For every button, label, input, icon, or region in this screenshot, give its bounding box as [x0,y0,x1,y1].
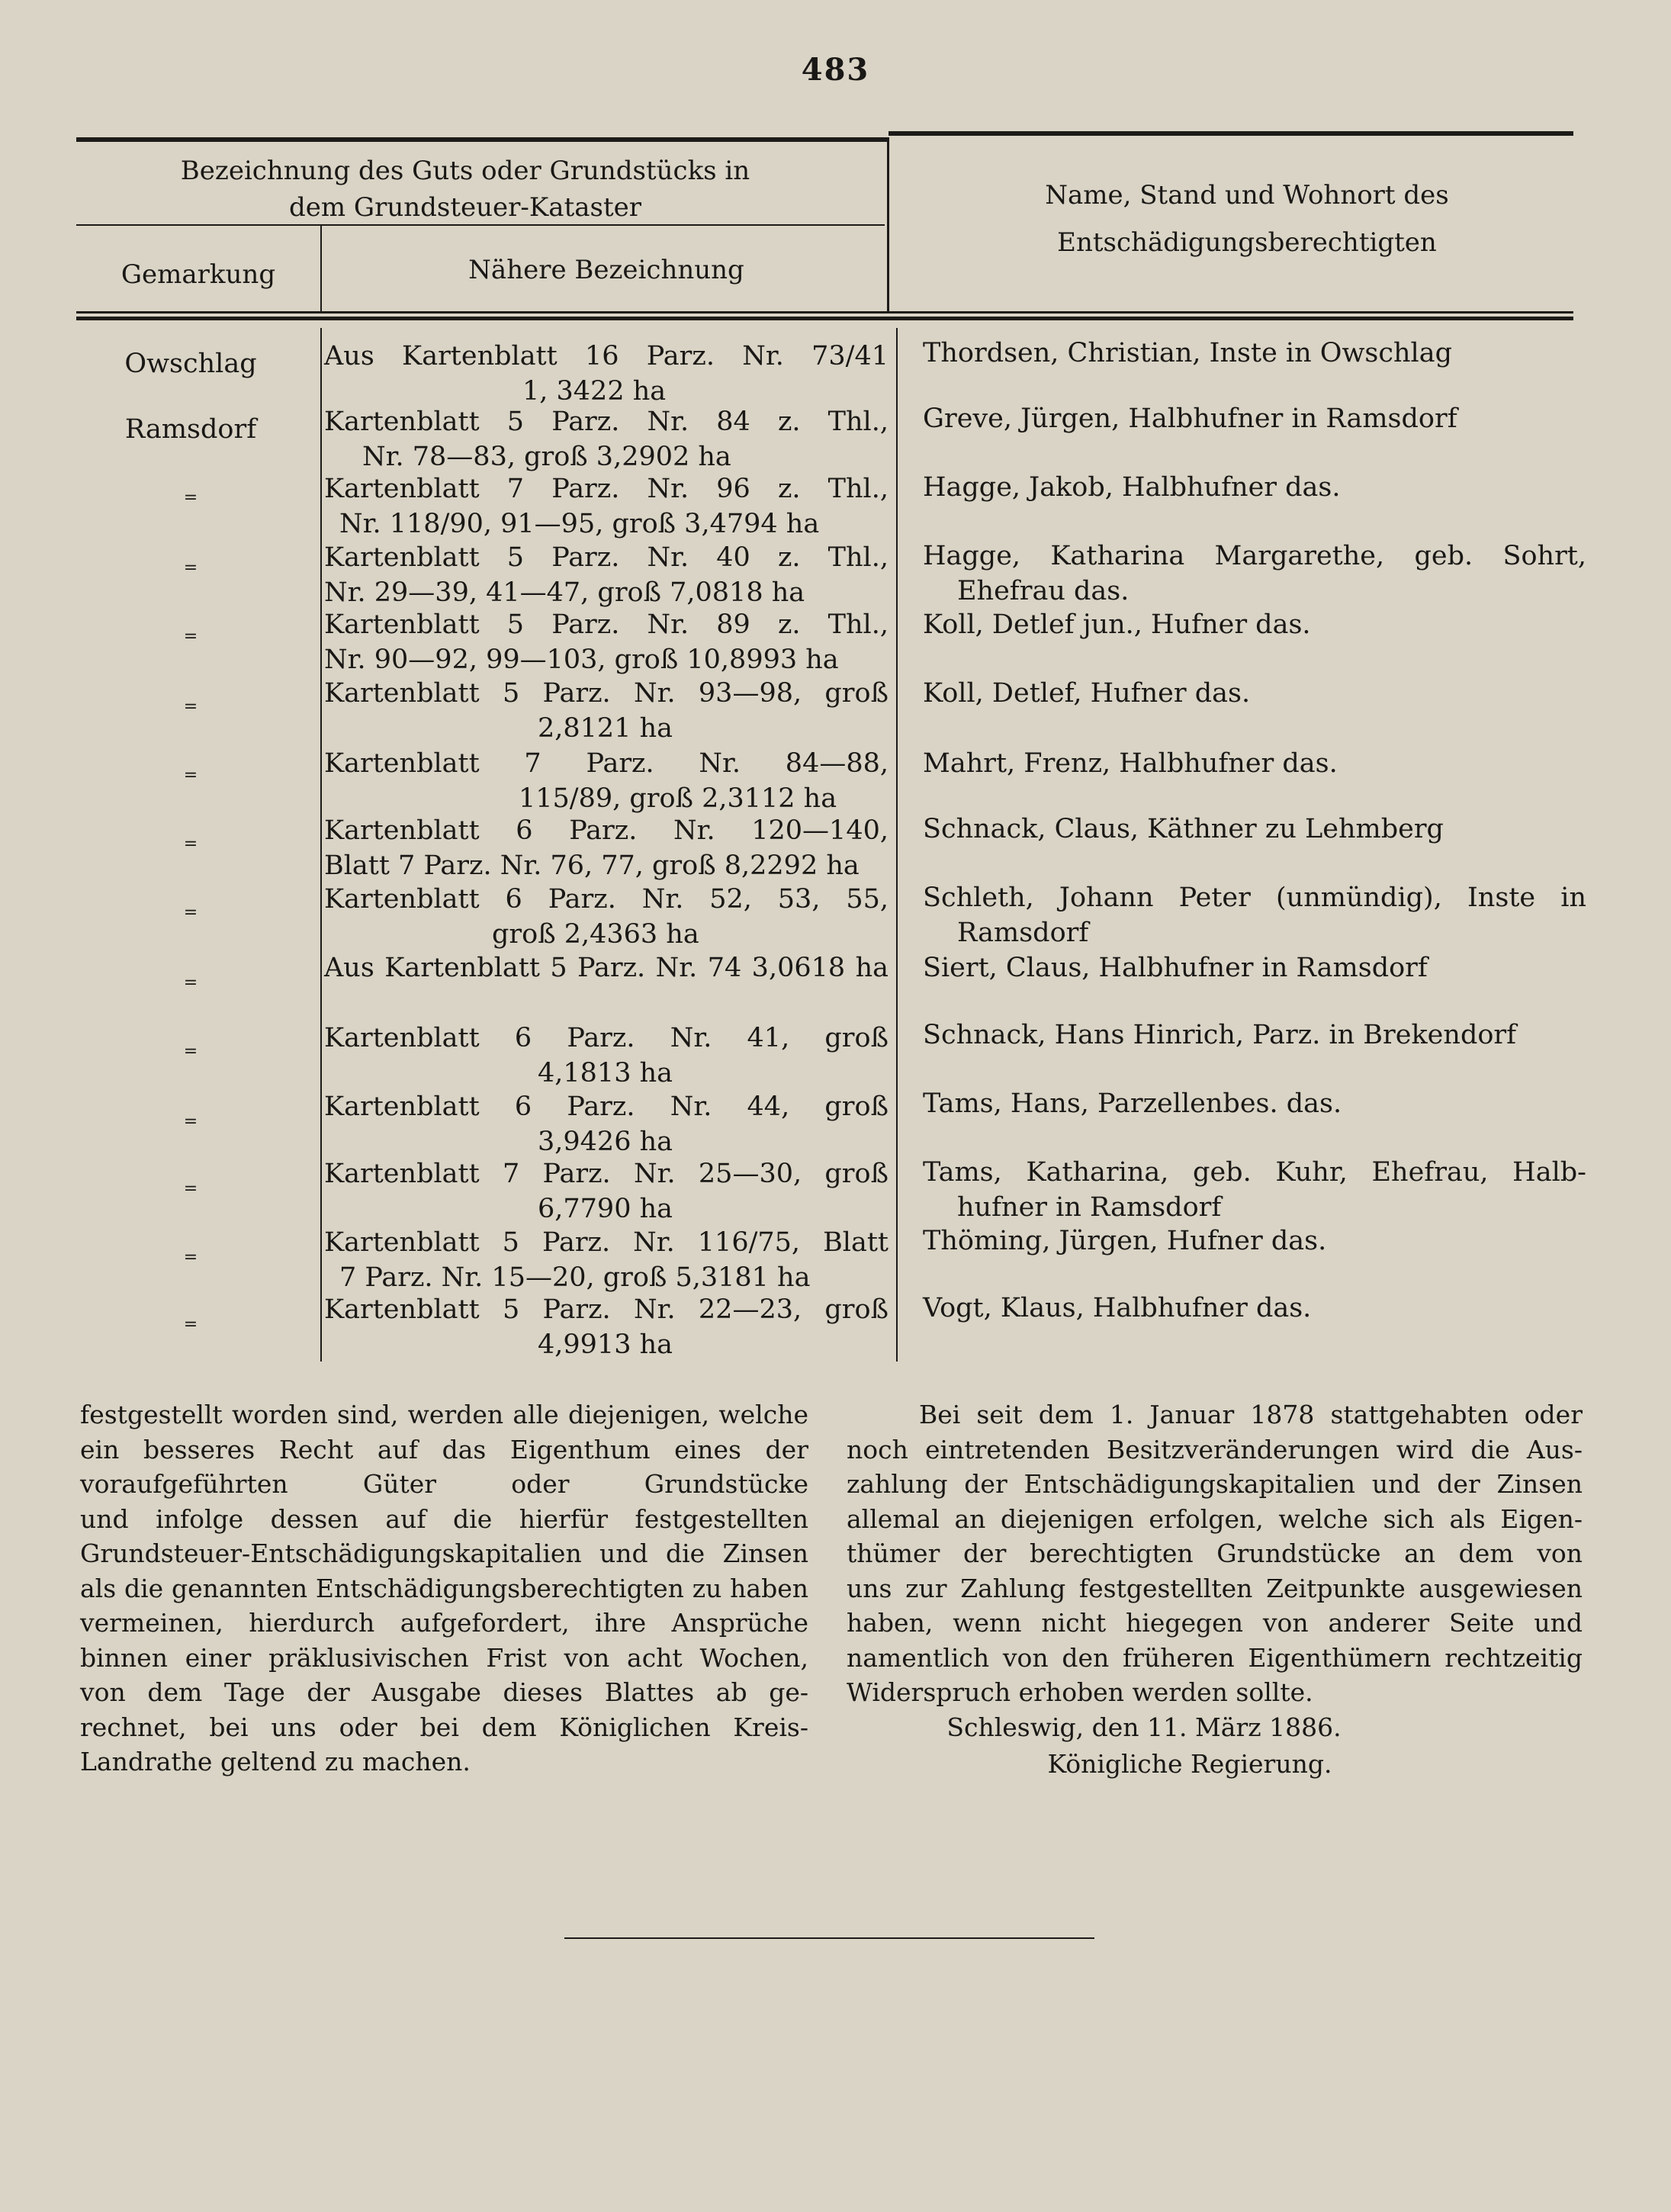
header-col-name [915,177,1579,261]
row-gemarkung: Ramsdorf [124,414,257,445]
page-number: 483 [801,52,870,88]
text-line: haben, wenn nicht hiegegen von anderer Seite und [847,1608,1583,1638]
text-line: rechnet, bei uns oder bei dem Königlichen Kreis- [80,1712,808,1742]
row-owner [923,1086,1586,1121]
owner-line1: Thöming, Jürgen, Hufner das. [923,1226,1327,1256]
text-line: voraufgeführten Güter oder Grundstücke [80,1469,808,1499]
owner-line1: Mahrt, Frenz, Halbhufner das. [923,748,1338,779]
text-line: festgestellt worden sind, werden alle diejenigen, welche [80,1400,808,1429]
desc-line1: Kartenblatt 7 Parz. Nr. 25—30, groß [324,1159,889,1189]
owner-line1: Schleth, Johann Peter (unmündig), Inste in [923,883,1586,913]
desc-line2: 3,9426 ha [538,1127,673,1157]
header-group-underline [76,224,885,226]
row-gemarkung: = [183,627,198,646]
row-description [324,882,889,952]
desc-line2: 115/89, groß 2,3112 ha [519,783,837,814]
text-line: noch eintretenden Besitzveränderungen wird die Aus- [847,1434,1583,1464]
signature-authority: Königliche Regierung. [1047,1749,1332,1779]
row-description [324,676,889,746]
owner-line1: Tams, Katharina, geb. Kuhr, Ehefrau, Halb- [923,1157,1586,1188]
table-top-rule-right [889,131,1573,136]
row-gemarkung: = [183,558,198,577]
desc-line1: Kartenblatt 7 Parz. Nr. 96 z. Thl., [324,474,889,504]
owner-line2: Ehefrau das. [957,576,1130,606]
desc-line1: Kartenblatt 5 Parz. Nr. 84 z. Thl., [324,407,889,437]
header-col-naehere: Nähere Bezeichnung [468,255,744,285]
signature-place-date: Schleswig, den 11. März 1886. [946,1712,1342,1742]
desc-line2: 4,1813 ha [538,1058,673,1088]
desc-line1: Kartenblatt 6 Parz. Nr. 41, groß [324,1023,889,1053]
row-description [324,950,889,985]
desc-line1: Kartenblatt 5 Parz. Nr. 93—98, groß [324,678,889,709]
desc-line1: Kartenblatt 5 Parz. Nr. 116/75, Blatt [324,1227,889,1258]
desc-line2: groß 2,4363 ha [492,919,699,950]
row-description [324,404,889,474]
header-group-line2: dem Grundsteuer-Kataster [289,192,641,223]
row-owner [923,336,1586,371]
owner-line1: Tams, Hans, Parzellenbes. das. [923,1088,1342,1119]
text-line: uns zur Zahlung festgestellten Zeitpunkte ausgewiesen [847,1573,1583,1603]
row-gemarkung: = [183,973,198,992]
row-gemarkung: = [183,1179,198,1198]
row-gemarkung: = [183,1112,198,1131]
header-bottom-rule [76,311,1573,313]
text-line: Grundsteuer-Entschädigungskapitalien und die Zinsen [80,1538,808,1568]
desc-line1: Kartenblatt 7 Parz. Nr. 84—88, [324,748,889,779]
desc-line2: Nr. 78—83, groß 3,2902 ha [362,442,731,472]
row-description [324,607,889,677]
desc-line1: Kartenblatt 6 Parz. Nr. 52, 53, 55, [324,884,889,915]
row-owner [923,401,1586,436]
closing-rule [564,1937,1094,1939]
row-owner [923,950,1586,985]
desc-line2: Nr. 118/90, 91—95, groß 3,4794 ha [339,509,820,539]
owner-line1: Thordsen, Christian, Inste in Owschlag [923,338,1453,368]
col-rule-2-header [887,137,889,311]
row-owner [923,1018,1586,1053]
row-description [324,746,889,816]
row-gemarkung: Owschlag [124,349,257,379]
owner-line1: Hagge, Katharina Margarethe, geb. Sohrt, [923,541,1586,571]
owner-line1: Siert, Claus, Halbhufner in Ramsdorf [923,953,1428,983]
desc-line2: 6,7790 ha [538,1194,673,1224]
row-description [324,339,889,409]
desc-line2: Nr. 90—92, 99—103, groß 10,8993 ha [324,645,839,675]
row-owner [923,1291,1586,1326]
text-line: ein besseres Recht auf das Eigenthum eines der [80,1434,808,1464]
row-owner [923,607,1586,642]
col-rule-1-header [320,226,322,313]
row-gemarkung: = [183,834,198,854]
owner-line1: Koll, Detlef jun., Hufner das. [923,609,1311,640]
desc-line2: 1, 3422 ha [522,376,667,407]
desc-line1: Kartenblatt 6 Parz. Nr. 120—140, [324,815,889,846]
text-line: Widerspruch erhoben werden sollte. [847,1677,1313,1707]
desc-line1: Kartenblatt 5 Parz. Nr. 40 z. Thl., [324,542,889,573]
desc-line2: 4,9913 ha [538,1329,673,1360]
desc-line1: Kartenblatt 6 Parz. Nr. 44, groß [324,1092,889,1122]
text-line: namentlich von den früheren Eigenthümern rechtzeitig [847,1642,1583,1673]
text-line: und infolge dessen auf die hierfür festgestellten [80,1503,808,1534]
row-gemarkung: = [183,1248,198,1267]
row-owner [923,1223,1586,1259]
table-top-rule [76,137,889,142]
row-gemarkung: = [183,903,198,922]
row-owner [923,1155,1586,1225]
row-description [324,1156,889,1227]
text-line: vermeinen, hierdurch aufgefordert, ihre Ansprüche [80,1608,808,1638]
row-gemarkung: = [183,697,198,716]
desc-line1: Kartenblatt 5 Parz. Nr. 89 z. Thl., [324,609,889,640]
text-line: Bei seit dem 1. Januar 1878 stattgehabten oder [919,1400,1583,1429]
header-group-line1: Bezeichnung des Guts oder Grundstücks in [180,156,750,186]
header-col-name-line1: Name, Stand und Wohnort des [1045,180,1449,211]
row-description [324,1292,889,1362]
header-col-name-line2: Entschädigungsberechtigten [1057,227,1437,258]
row-gemarkung: = [183,1315,198,1334]
row-description [324,1089,889,1159]
owner-line2: hufner in Ramsdorf [957,1192,1222,1223]
owner-line1: Koll, Detlef, Hufner das. [923,678,1251,709]
header-col-gemarkung: Gemarkung [121,259,276,290]
row-owner [923,470,1586,505]
row-description [324,540,889,610]
text-line: zahlung der Entschädigungskapitalien und der Zinsen [847,1469,1583,1499]
desc-line1: Aus Kartenblatt 5 Parz. Nr. 74 3,0618 ha [324,953,889,983]
desc-line1: Aus Kartenblatt 16 Parz. Nr. 73/41 [324,341,889,371]
row-description [324,471,889,542]
text-line: thümer der berechtigten Grundstücke an dem von [847,1538,1583,1568]
text-line: allemal an diejenigen erfolgen, welche sich als Eigen- [847,1503,1583,1534]
row-description [324,1225,889,1295]
header-bottom-rule-thick [76,317,1573,320]
row-owner [923,676,1586,711]
owner-line1: Schnack, Hans Hinrich, Parz. in Brekendorf [923,1020,1517,1050]
row-owner [923,812,1586,847]
row-description [324,1021,889,1091]
row-owner [923,880,1586,950]
desc-line1: Kartenblatt 5 Parz. Nr. 22—23, groß [324,1294,889,1325]
paragraph-left [80,1397,808,1780]
row-gemarkung: = [183,766,198,785]
desc-line2: 7 Parz. Nr. 15—20, groß 5,3181 ha [339,1262,811,1293]
owner-line1: Schnack, Claus, Käthner zu Lehmberg [923,814,1444,844]
row-owner [923,746,1586,781]
header-group-title [114,153,816,226]
paragraph-right [847,1397,1583,1710]
text-line: als die genannten Entschädigungsberechtigten zu haben [80,1573,808,1603]
row-description [324,813,889,883]
owner-line1: Greve, Jürgen, Halbhufner in Ramsdorf [923,403,1457,434]
desc-line2: 2,8121 ha [538,713,673,744]
row-gemarkung: = [183,488,198,507]
text-line: Landrathe geltend zu machen. [80,1747,471,1776]
desc-line2: Nr. 29—39, 41—47, groß 7,0818 ha [324,577,805,608]
owner-line1: Vogt, Klaus, Halbhufner das. [923,1293,1312,1323]
row-owner [923,539,1586,609]
owner-line2: Ramsdorf [957,918,1089,948]
row-gemarkung: = [183,1042,198,1061]
col-rule-2 [896,328,898,1362]
owner-line1: Hagge, Jakob, Halbhufner das. [923,472,1341,503]
col-rule-1 [320,328,322,1362]
desc-line2: Blatt 7 Parz. Nr. 76, 77, groß 8,2292 ha [324,850,860,881]
text-line: binnen einer präklusivischen Frist von acht Wochen, [80,1642,808,1673]
text-line: von dem Tage der Ausgabe dieses Blattes ab ge- [80,1677,808,1707]
